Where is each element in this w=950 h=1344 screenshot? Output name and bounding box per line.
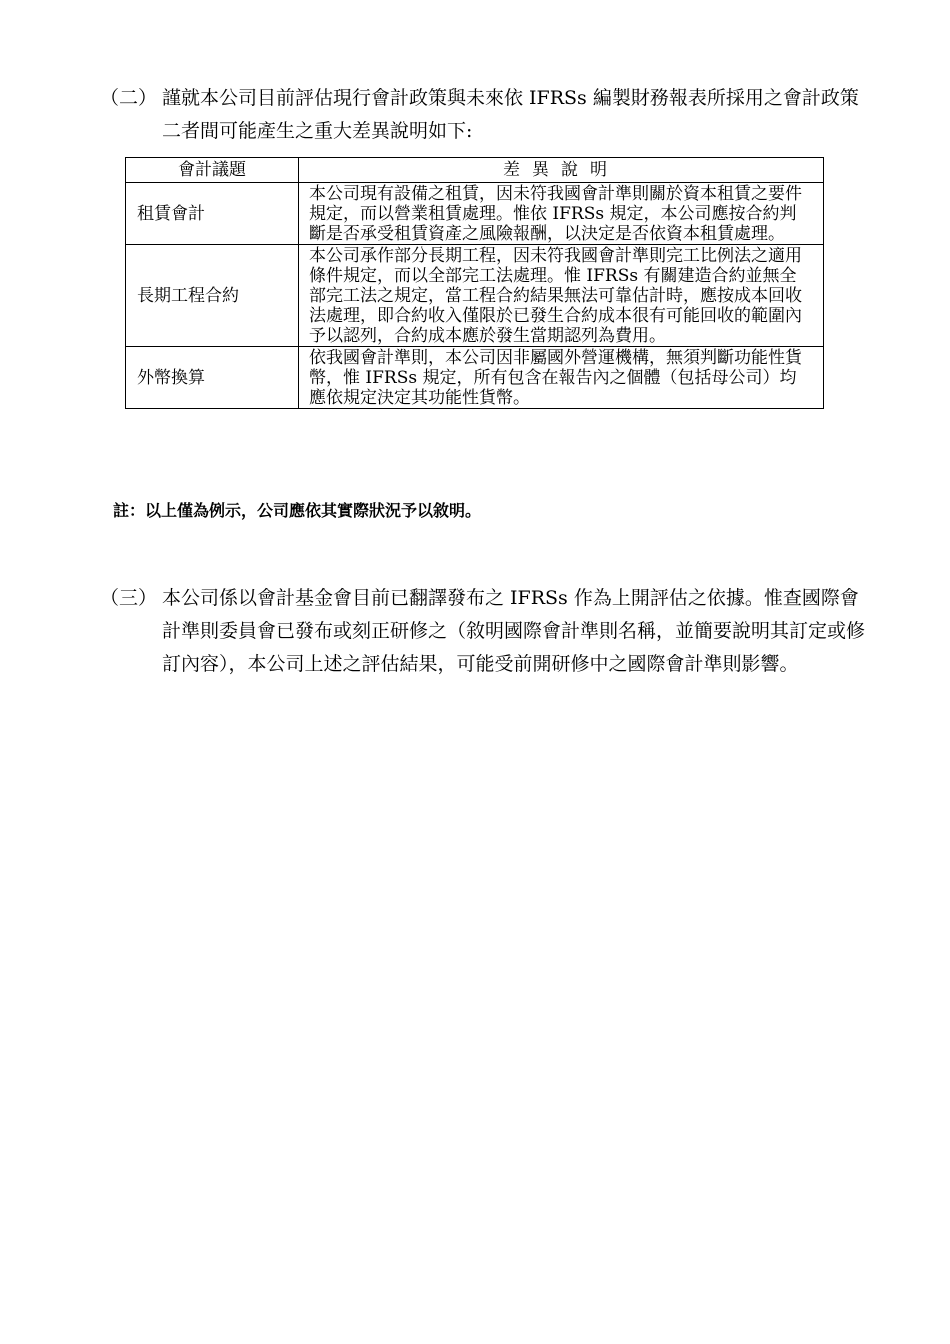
table-row xyxy=(126,245,824,347)
row-description-currency: 依我國會計準則，本公司因非屬國外營運機構，無須判斷功能性貨幣，惟 IFRSs 規定，所有包含在報告內之個體（包括母公司）均應依規定決定其功能性貨幣。 xyxy=(299,347,824,409)
row-topic-construction: 長期工程合約 xyxy=(126,245,299,347)
section-2-paragraph xyxy=(100,82,870,148)
header-difference-description: 差異說明 xyxy=(299,158,824,183)
differences-table xyxy=(125,157,824,409)
table-note: 註：以上僅為例示，公司應依其實際狀況予以敘明。 xyxy=(113,501,482,520)
row-topic-currency: 外幣換算 xyxy=(126,347,299,409)
row-topic-lease: 租賃會計 xyxy=(126,183,299,245)
table-row xyxy=(126,347,824,409)
table-header-row xyxy=(126,158,824,183)
header-accounting-topic: 會計議題 xyxy=(126,158,299,183)
row-description-lease: 本公司現有設備之租賃，因未符我國會計準則關於資本租賃之要件規定，而以營業租賃處理。惟依 IFRSs 規定，本公司應按合約判斷是否承受租賃資產之風險報酬，以決定是否依資本租賃處理。 xyxy=(299,183,824,245)
section-2-text: 謹就本公司目前評估現行會計政策與未來依 IFRSs 編製財務報表所採用之會計政策二者間可能產生之重大差異說明如下: xyxy=(162,87,859,142)
section-3-paragraph xyxy=(100,582,870,681)
table-row xyxy=(126,183,824,245)
section-3-marker: （三） xyxy=(100,587,158,609)
section-2-marker: （二） xyxy=(100,87,158,109)
row-description-construction: 本公司承作部分長期工程，因未符我國會計準則完工比例法之適用條件規定，而以全部完工法處理。惟 IFRSs 有關建造合約並無全部完工法之規定，當工程合約結果無法可靠估計時，應按成本回收法處理，即合約收入僅限於已發生合約成本很有可能回收的範圍內予以認列，合約成本應於發生當期認列為費用。 xyxy=(299,245,824,347)
section-3-text: 本公司係以會計基金會目前已翻譯發布之 IFRSs 作為上開評估之依據。惟查國際會計準則委員會已發布或刻正研修之（敘明國際會計準則名稱，並簡要說明其訂定或修訂內容），本公司上述之評估結果，可能受前開研修中之國際會計準則影響。 xyxy=(162,587,866,675)
